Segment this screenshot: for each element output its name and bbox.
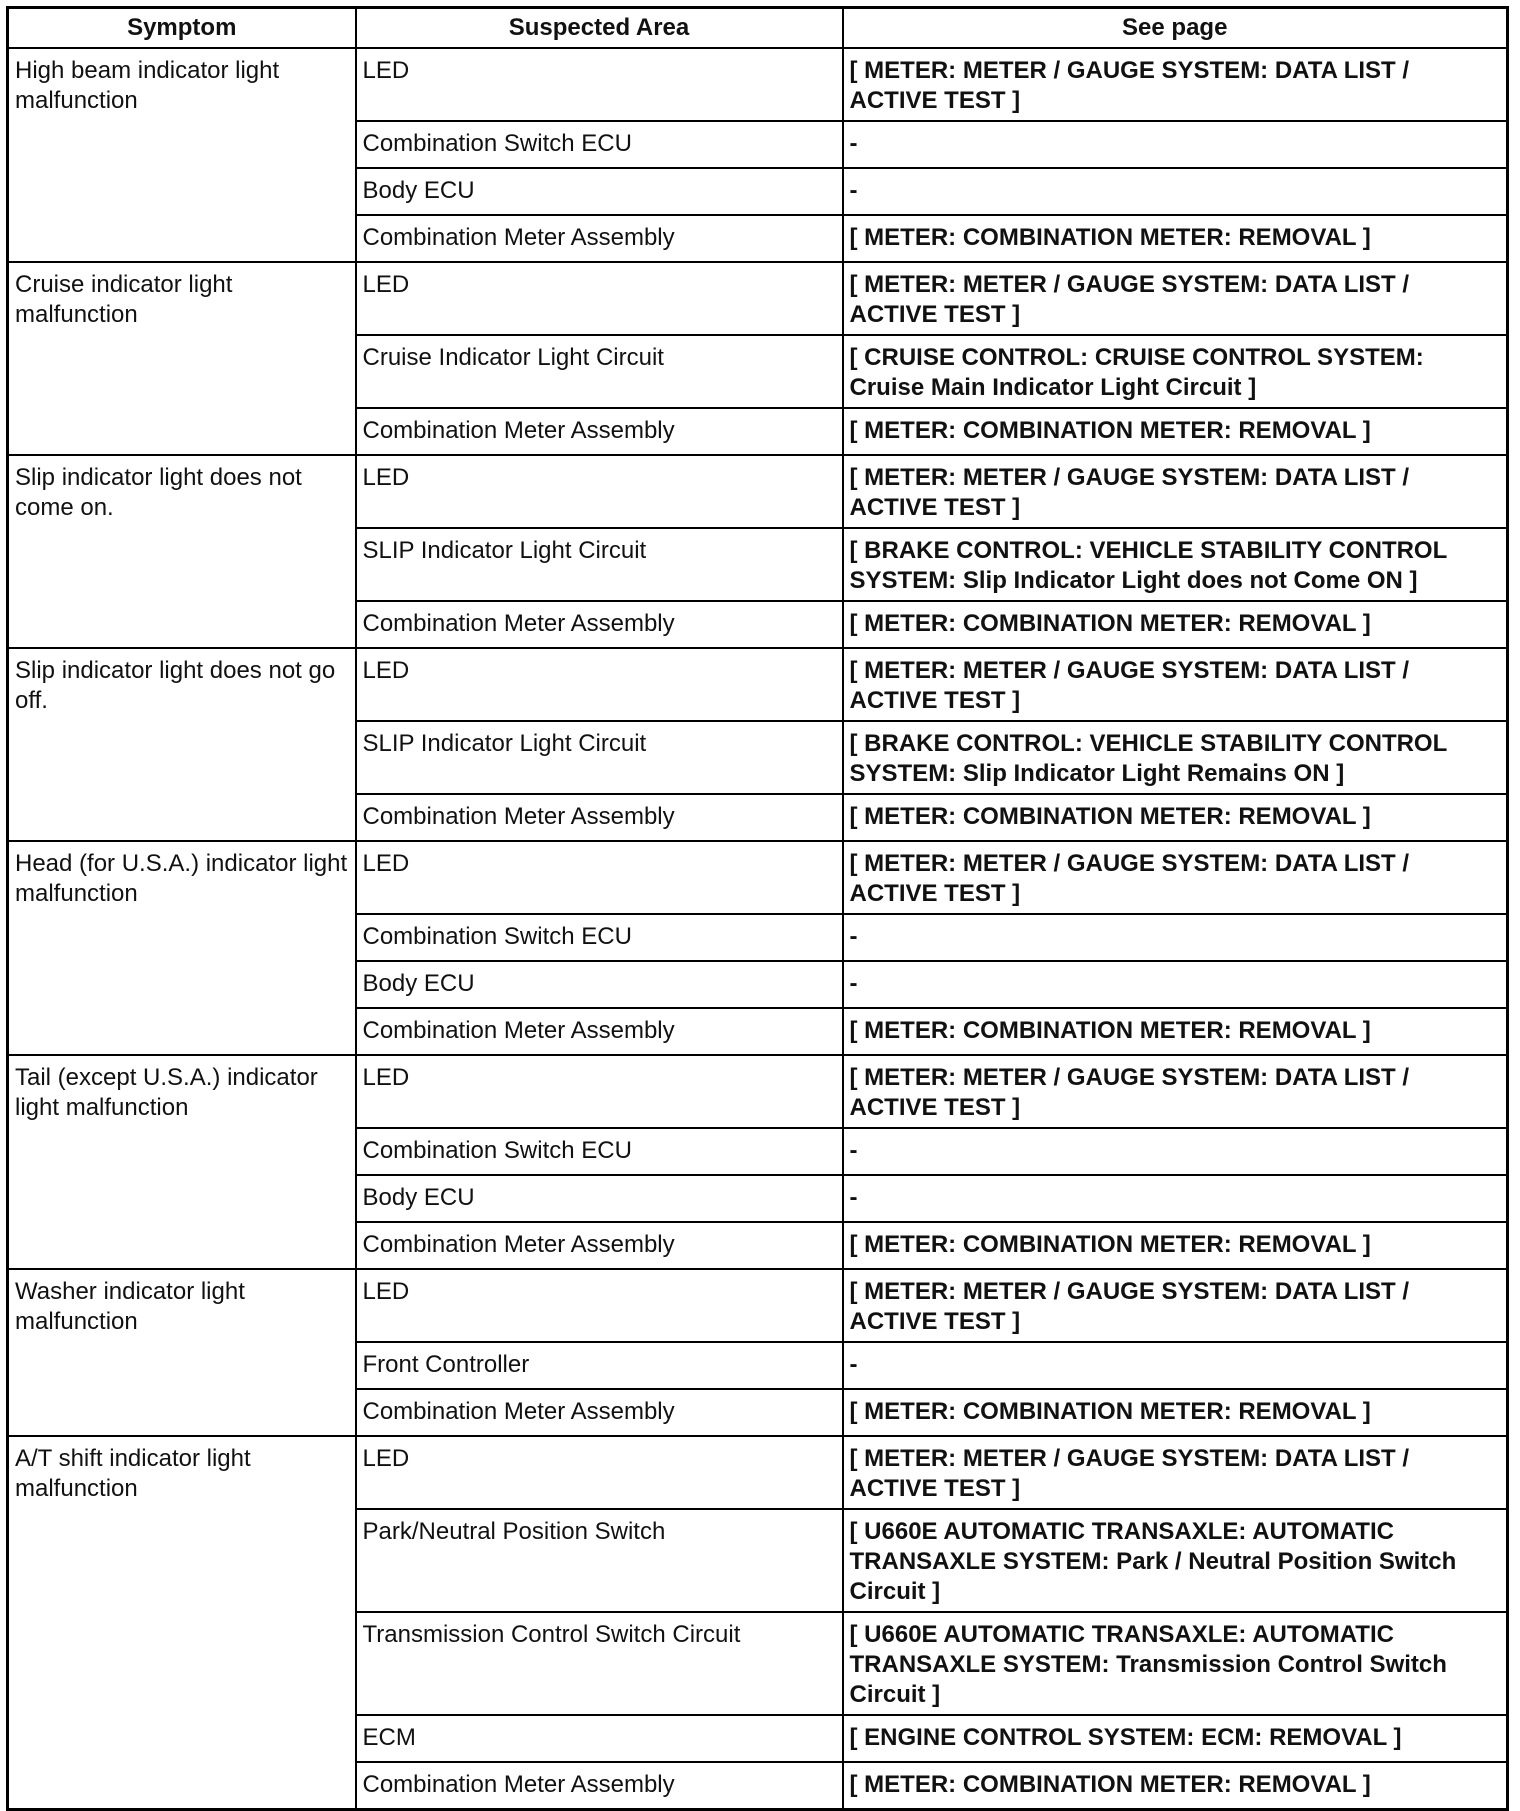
see-page-cell: [ METER: METER / GAUGE SYSTEM: DATA LIST / ACTIVE TEST ] [843, 1055, 1508, 1128]
suspected-area-cell: Transmission Control Switch Circuit [356, 1612, 843, 1715]
see-page-cell: [ METER: METER / GAUGE SYSTEM: DATA LIST / ACTIVE TEST ] [843, 262, 1508, 335]
symptom-cell: Tail (except U.S.A.) indicator light malfunction [8, 1055, 356, 1269]
see-page-cell: [ METER: METER / GAUGE SYSTEM: DATA LIST / ACTIVE TEST ] [843, 1269, 1508, 1342]
suspected-area-cell: Combination Meter Assembly [356, 1762, 843, 1809]
symptom-cell: High beam indicator light malfunction [8, 48, 356, 262]
symptom-cell: Slip indicator light does not go off. [8, 648, 356, 841]
problem-symptoms-table [6, 6, 1509, 1811]
suspected-area-cell: SLIP Indicator Light Circuit [356, 528, 843, 601]
suspected-area-cell: Combination Switch ECU [356, 121, 843, 168]
see-page-cell: [ METER: COMBINATION METER: REMOVAL ] [843, 408, 1508, 455]
table-row [8, 841, 1508, 914]
suspected-area-cell: Combination Switch ECU [356, 1128, 843, 1175]
symptom-cell: Slip indicator light does not come on. [8, 455, 356, 648]
suspected-area-cell: LED [356, 648, 843, 721]
suspected-area-cell: Combination Meter Assembly [356, 1222, 843, 1269]
see-page-cell: [ METER: METER / GAUGE SYSTEM: DATA LIST / ACTIVE TEST ] [843, 455, 1508, 528]
suspected-area-cell: Combination Meter Assembly [356, 215, 843, 262]
see-page-cell: - [843, 914, 1508, 961]
see-page-cell: [ CRUISE CONTROL: CRUISE CONTROL SYSTEM: Cruise Main Indicator Light Circuit ] [843, 335, 1508, 408]
suspected-area-cell: Combination Meter Assembly [356, 601, 843, 648]
symptom-cell: Washer indicator light malfunction [8, 1269, 356, 1436]
see-page-cell: [ METER: COMBINATION METER: REMOVAL ] [843, 1762, 1508, 1809]
suspected-area-cell: ECM [356, 1715, 843, 1762]
symptom-cell: Cruise indicator light malfunction [8, 262, 356, 455]
see-page-cell: - [843, 1128, 1508, 1175]
table-row [8, 1436, 1508, 1509]
see-page-cell: [ METER: METER / GAUGE SYSTEM: DATA LIST / ACTIVE TEST ] [843, 1436, 1508, 1509]
see-page-cell: [ METER: METER / GAUGE SYSTEM: DATA LIST / ACTIVE TEST ] [843, 648, 1508, 721]
header-row [8, 8, 1508, 49]
table-row [8, 1269, 1508, 1342]
table-body [8, 48, 1508, 1809]
table-row [8, 262, 1508, 335]
suspected-area-cell: Combination Meter Assembly [356, 1008, 843, 1055]
see-page-cell: [ BRAKE CONTROL: VEHICLE STABILITY CONTROL SYSTEM: Slip Indicator Light does not Come ON ] [843, 528, 1508, 601]
header-suspected-area: Suspected Area [356, 8, 843, 49]
suspected-area-cell: Combination Meter Assembly [356, 794, 843, 841]
suspected-area-cell: SLIP Indicator Light Circuit [356, 721, 843, 794]
suspected-area-cell: LED [356, 1436, 843, 1509]
see-page-cell: - [843, 1175, 1508, 1222]
suspected-area-cell: Combination Meter Assembly [356, 408, 843, 455]
see-page-cell: [ METER: COMBINATION METER: REMOVAL ] [843, 1389, 1508, 1436]
header-symptom: Symptom [8, 8, 356, 49]
suspected-area-cell: Cruise Indicator Light Circuit [356, 335, 843, 408]
header-see-page: See page [843, 8, 1508, 49]
suspected-area-cell: Body ECU [356, 168, 843, 215]
see-page-cell: [ ENGINE CONTROL SYSTEM: ECM: REMOVAL ] [843, 1715, 1508, 1762]
see-page-cell: [ METER: METER / GAUGE SYSTEM: DATA LIST / ACTIVE TEST ] [843, 48, 1508, 121]
see-page-cell: [ METER: COMBINATION METER: REMOVAL ] [843, 601, 1508, 648]
suspected-area-cell: LED [356, 1269, 843, 1342]
suspected-area-cell: LED [356, 1055, 843, 1128]
table-row [8, 455, 1508, 528]
suspected-area-cell: LED [356, 262, 843, 335]
suspected-area-cell: Combination Switch ECU [356, 914, 843, 961]
table-row [8, 1055, 1508, 1128]
see-page-cell: - [843, 168, 1508, 215]
suspected-area-cell: LED [356, 48, 843, 121]
suspected-area-cell: Combination Meter Assembly [356, 1389, 843, 1436]
table-row [8, 48, 1508, 121]
see-page-cell: [ METER: COMBINATION METER: REMOVAL ] [843, 794, 1508, 841]
suspected-area-cell: LED [356, 841, 843, 914]
see-page-cell: - [843, 121, 1508, 168]
see-page-cell: - [843, 961, 1508, 1008]
suspected-area-cell: Body ECU [356, 1175, 843, 1222]
see-page-cell: [ U660E AUTOMATIC TRANSAXLE: AUTOMATIC TRANSAXLE SYSTEM: Transmission Control Switch Circuit ] [843, 1612, 1508, 1715]
suspected-area-cell: Body ECU [356, 961, 843, 1008]
suspected-area-cell: LED [356, 455, 843, 528]
see-page-cell: - [843, 1342, 1508, 1389]
see-page-cell: [ METER: COMBINATION METER: REMOVAL ] [843, 215, 1508, 262]
symptom-cell: Head (for U.S.A.) indicator light malfunction [8, 841, 356, 1055]
see-page-cell: [ BRAKE CONTROL: VEHICLE STABILITY CONTROL SYSTEM: Slip Indicator Light Remains ON ] [843, 721, 1508, 794]
table-row [8, 648, 1508, 721]
see-page-cell: [ METER: COMBINATION METER: REMOVAL ] [843, 1008, 1508, 1055]
see-page-cell: [ U660E AUTOMATIC TRANSAXLE: AUTOMATIC TRANSAXLE SYSTEM: Park / Neutral Position Switch Circuit ] [843, 1509, 1508, 1612]
suspected-area-cell: Front Controller [356, 1342, 843, 1389]
see-page-cell: [ METER: METER / GAUGE SYSTEM: DATA LIST / ACTIVE TEST ] [843, 841, 1508, 914]
symptom-cell: A/T shift indicator light malfunction [8, 1436, 356, 1809]
suspected-area-cell: Park/Neutral Position Switch [356, 1509, 843, 1612]
see-page-cell: [ METER: COMBINATION METER: REMOVAL ] [843, 1222, 1508, 1269]
